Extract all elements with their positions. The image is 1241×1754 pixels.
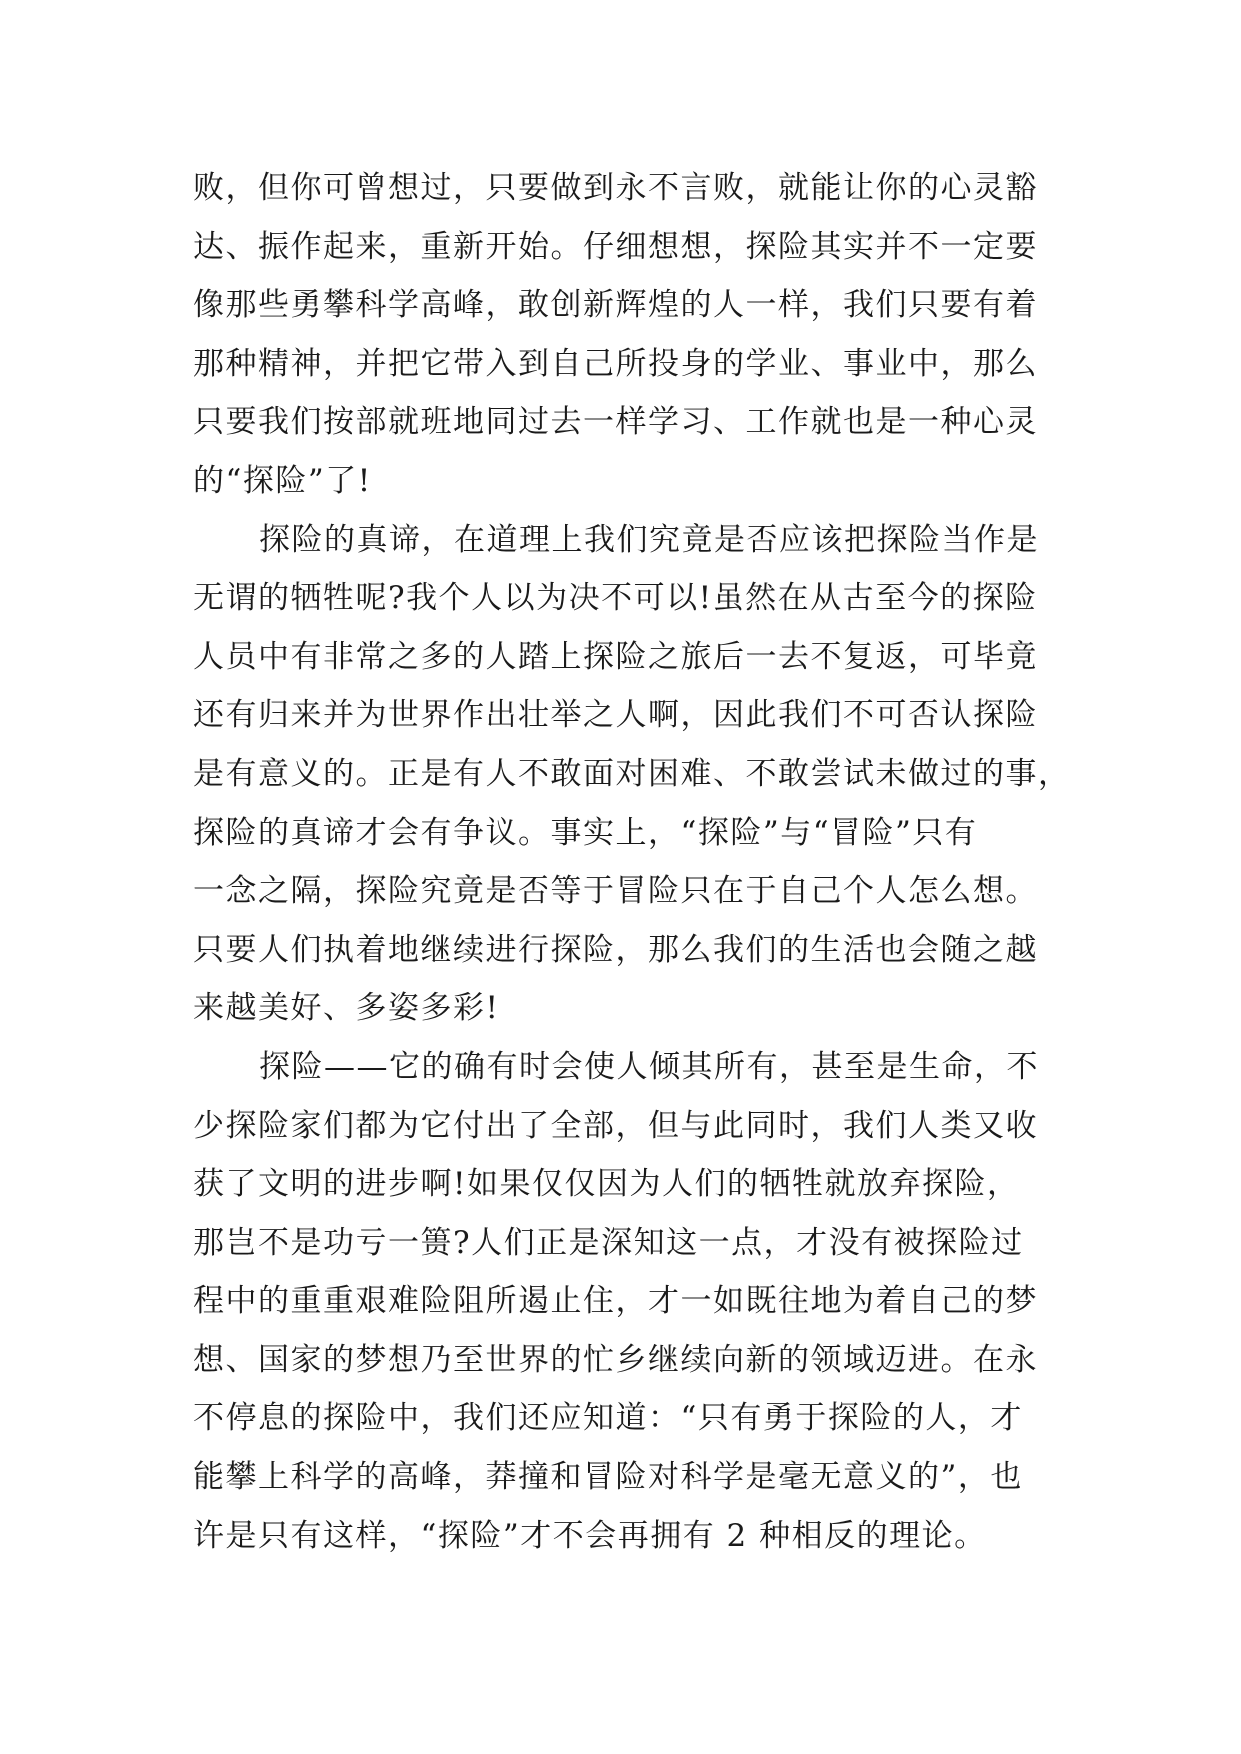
text-line: 程中的重重艰难险阻所遏止住，才一如既往地为着自己的梦 <box>193 1283 1038 1320</box>
text-line: 人员中有非常之多的人踏上探险之旅后一去不复返，可毕竟 <box>193 638 1038 675</box>
text-line: 探险——它的确有时会使人倾其所有，甚至是生命，不 <box>259 1048 1039 1085</box>
text-line: 败，但你可曾想过，只要做到永不言败，就能让你的心灵豁 <box>193 170 1038 206</box>
text-line: 来越美好、多姿多彩! <box>193 990 500 1027</box>
text-line: 能攀上科学的高峰，莽撞和冒险对科学是毫无意义的”，也 <box>193 1459 1023 1496</box>
text-line: 无谓的牺牲呢?我个人以为决不可以!虽然在从古至今的探险 <box>193 580 1038 617</box>
text-line: 只要人们执着地继续进行探险，那么我们的生活也会随之越 <box>193 931 1038 968</box>
text-line: 只要我们按部就班地同过去一样学习、工作就也是一种心灵 <box>193 404 1038 441</box>
text-line: 那种精神，并把它带入到自己所投身的学业、事业中，那么 <box>193 345 1038 382</box>
text-line: 还有归来并为世界作出壮举之人啊，因此我们不可否认探险 <box>193 697 1038 734</box>
text-line: 一念之隔，探险究竟是否等于冒险只在于自己个人怎么想。 <box>193 873 1038 910</box>
text-line: 许是只有这样，“探险”才不会再拥有 2 种相反的理论。 <box>193 1517 987 1554</box>
text-line: 想、国家的梦想乃至世界的忙乡继续向新的领域迈进。在永 <box>193 1341 1038 1378</box>
text-line: 获了文明的进步啊!如果仅仅因为人们的牺牲就放弃探险， <box>193 1166 1020 1203</box>
text-line: 探险的真谛才会有争议。事实上，“探险”与“冒险”只有 <box>193 814 978 851</box>
text-line: 的“探险”了! <box>193 462 372 499</box>
text-line: 像那些勇攀科学高峰，敢创新辉煌的人一样，我们只要有着 <box>193 287 1038 324</box>
text-line: 那岂不是功亏一篑?人们正是深知这一点，才没有被探险过 <box>193 1224 1024 1261</box>
text-line: 探险的真谛，在道理上我们究竟是否应该把探险当作是 <box>259 521 1039 558</box>
text-line: 达、振作起来，重新开始。仔细想想，探险其实并不一定要 <box>193 228 1038 265</box>
text-line: 少探险家们都为它付出了全部，但与此同时，我们人类又收 <box>193 1107 1038 1144</box>
text-line: 是有意义的。正是有人不敢面对困难、不敢尝试未做过的事， <box>193 755 1071 792</box>
essay-body <box>193 159 1073 1565</box>
text-line: 不停息的探险中，我们还应知道：“只有勇于探险的人，才 <box>193 1400 1023 1437</box>
